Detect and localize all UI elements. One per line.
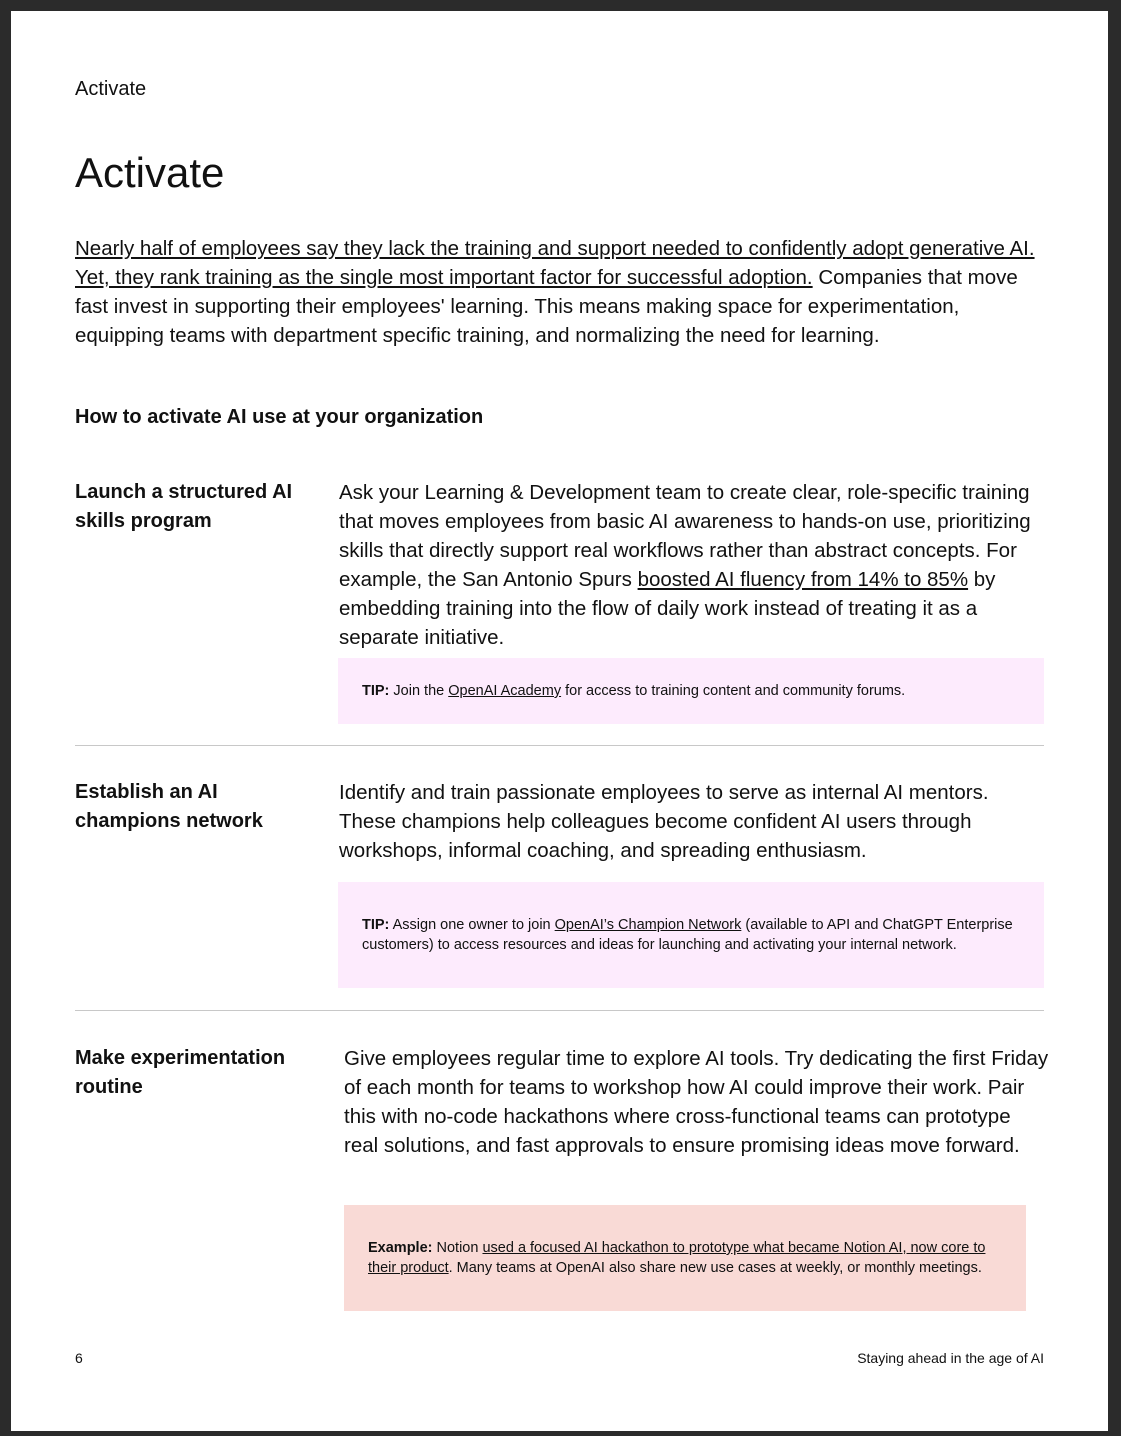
tip-text-part: . Many teams at OpenAI also share new use cases at weekly, or monthly meetings. — [448, 1260, 982, 1276]
tip-text-part: Join the — [389, 683, 449, 699]
tip-text-part: Notion — [432, 1240, 483, 1256]
intro-source-link[interactable]: Nearly half of employees say they lack the training and support needed to confidently adopt generative AI. Yet, they rank training as the single most important factor for successful adoption. — [75, 237, 1035, 289]
tip-text-part: Assign one owner to join — [389, 917, 555, 933]
section-body-experimentation: Give employees regular time to explore AI tools. Try dedicating the first Friday of each month for teams to workshop how AI could improve their work. Pair this with no-code hackathons where cross-functional teams can prototype real solutions, and fast approvals to ensure promising ideas move forward. — [344, 1047, 1049, 1157]
document-page — [11, 11, 1108, 1431]
footer-document-title: Staying ahead in the age of AI — [857, 1350, 1044, 1366]
tip-text — [368, 1238, 1002, 1278]
section-label-champions-network: Establish an AI champions network — [75, 781, 263, 832]
section-body-skills-program — [339, 478, 1039, 652]
tip-box-academy — [338, 658, 1044, 724]
tip-text-part: for access to training content and community forums. — [561, 683, 906, 699]
notion-hackathon-link[interactable]: used a focused AI hackathon to prototype what became Notion AI, now core to their product — [368, 1240, 986, 1276]
section-body-champions-network: Identify and train passionate employees to serve as internal AI mentors. These champions help colleagues become confident AI users through workshops, informal coaching, and spreading enthusiasm. — [339, 781, 989, 862]
champion-network-link[interactable]: OpenAI’s Champion Network — [554, 917, 742, 933]
intro-text: Companies that move fast invest in supporting their employees' learning. This means making space for experimentation, equipping teams with department specific training, and normalizing the need for learning. — [75, 266, 1018, 347]
example-label: Example: — [368, 1240, 433, 1256]
example-box-notion — [344, 1205, 1026, 1311]
tip-text — [362, 681, 905, 701]
section-divider — [75, 745, 1044, 746]
tip-text — [362, 915, 1020, 955]
tip-box-champion-network — [338, 882, 1044, 988]
section-body-text: Ask your Learning & Development team to create clear, role-specific training that moves employees from basic AI awareness to hands-on use, prioritizing skills that directly support real workflows rather than abstract concepts. For example, the San Antonio Spurs — [339, 481, 1031, 591]
section-divider — [75, 1010, 1044, 1011]
page-title: Activate — [75, 149, 225, 196]
intro-paragraph — [75, 234, 1050, 350]
spurs-case-study-link[interactable]: boosted AI fluency from 14% to 85% — [637, 568, 969, 591]
page-number: 6 — [75, 1350, 83, 1366]
section-label-experimentation: Make experimentation routine — [75, 1047, 286, 1098]
tip-label: TIP: — [362, 917, 390, 933]
section-label-skills-program: Launch a structured AI skills program — [75, 481, 293, 532]
running-header: Activate — [75, 78, 147, 100]
section-body-text: by embedding training into the flow of daily work instead of treating it as a separate initiative. — [339, 568, 996, 649]
tip-text-part: (available to API and ChatGPT Enterprise customers) to access resources and ideas for launching and activating your internal network. — [362, 917, 1013, 953]
openai-academy-link[interactable]: OpenAI Academy — [448, 683, 562, 699]
section-subheading: How to activate AI use at your organization — [75, 406, 484, 428]
tip-label: TIP: — [362, 683, 390, 699]
